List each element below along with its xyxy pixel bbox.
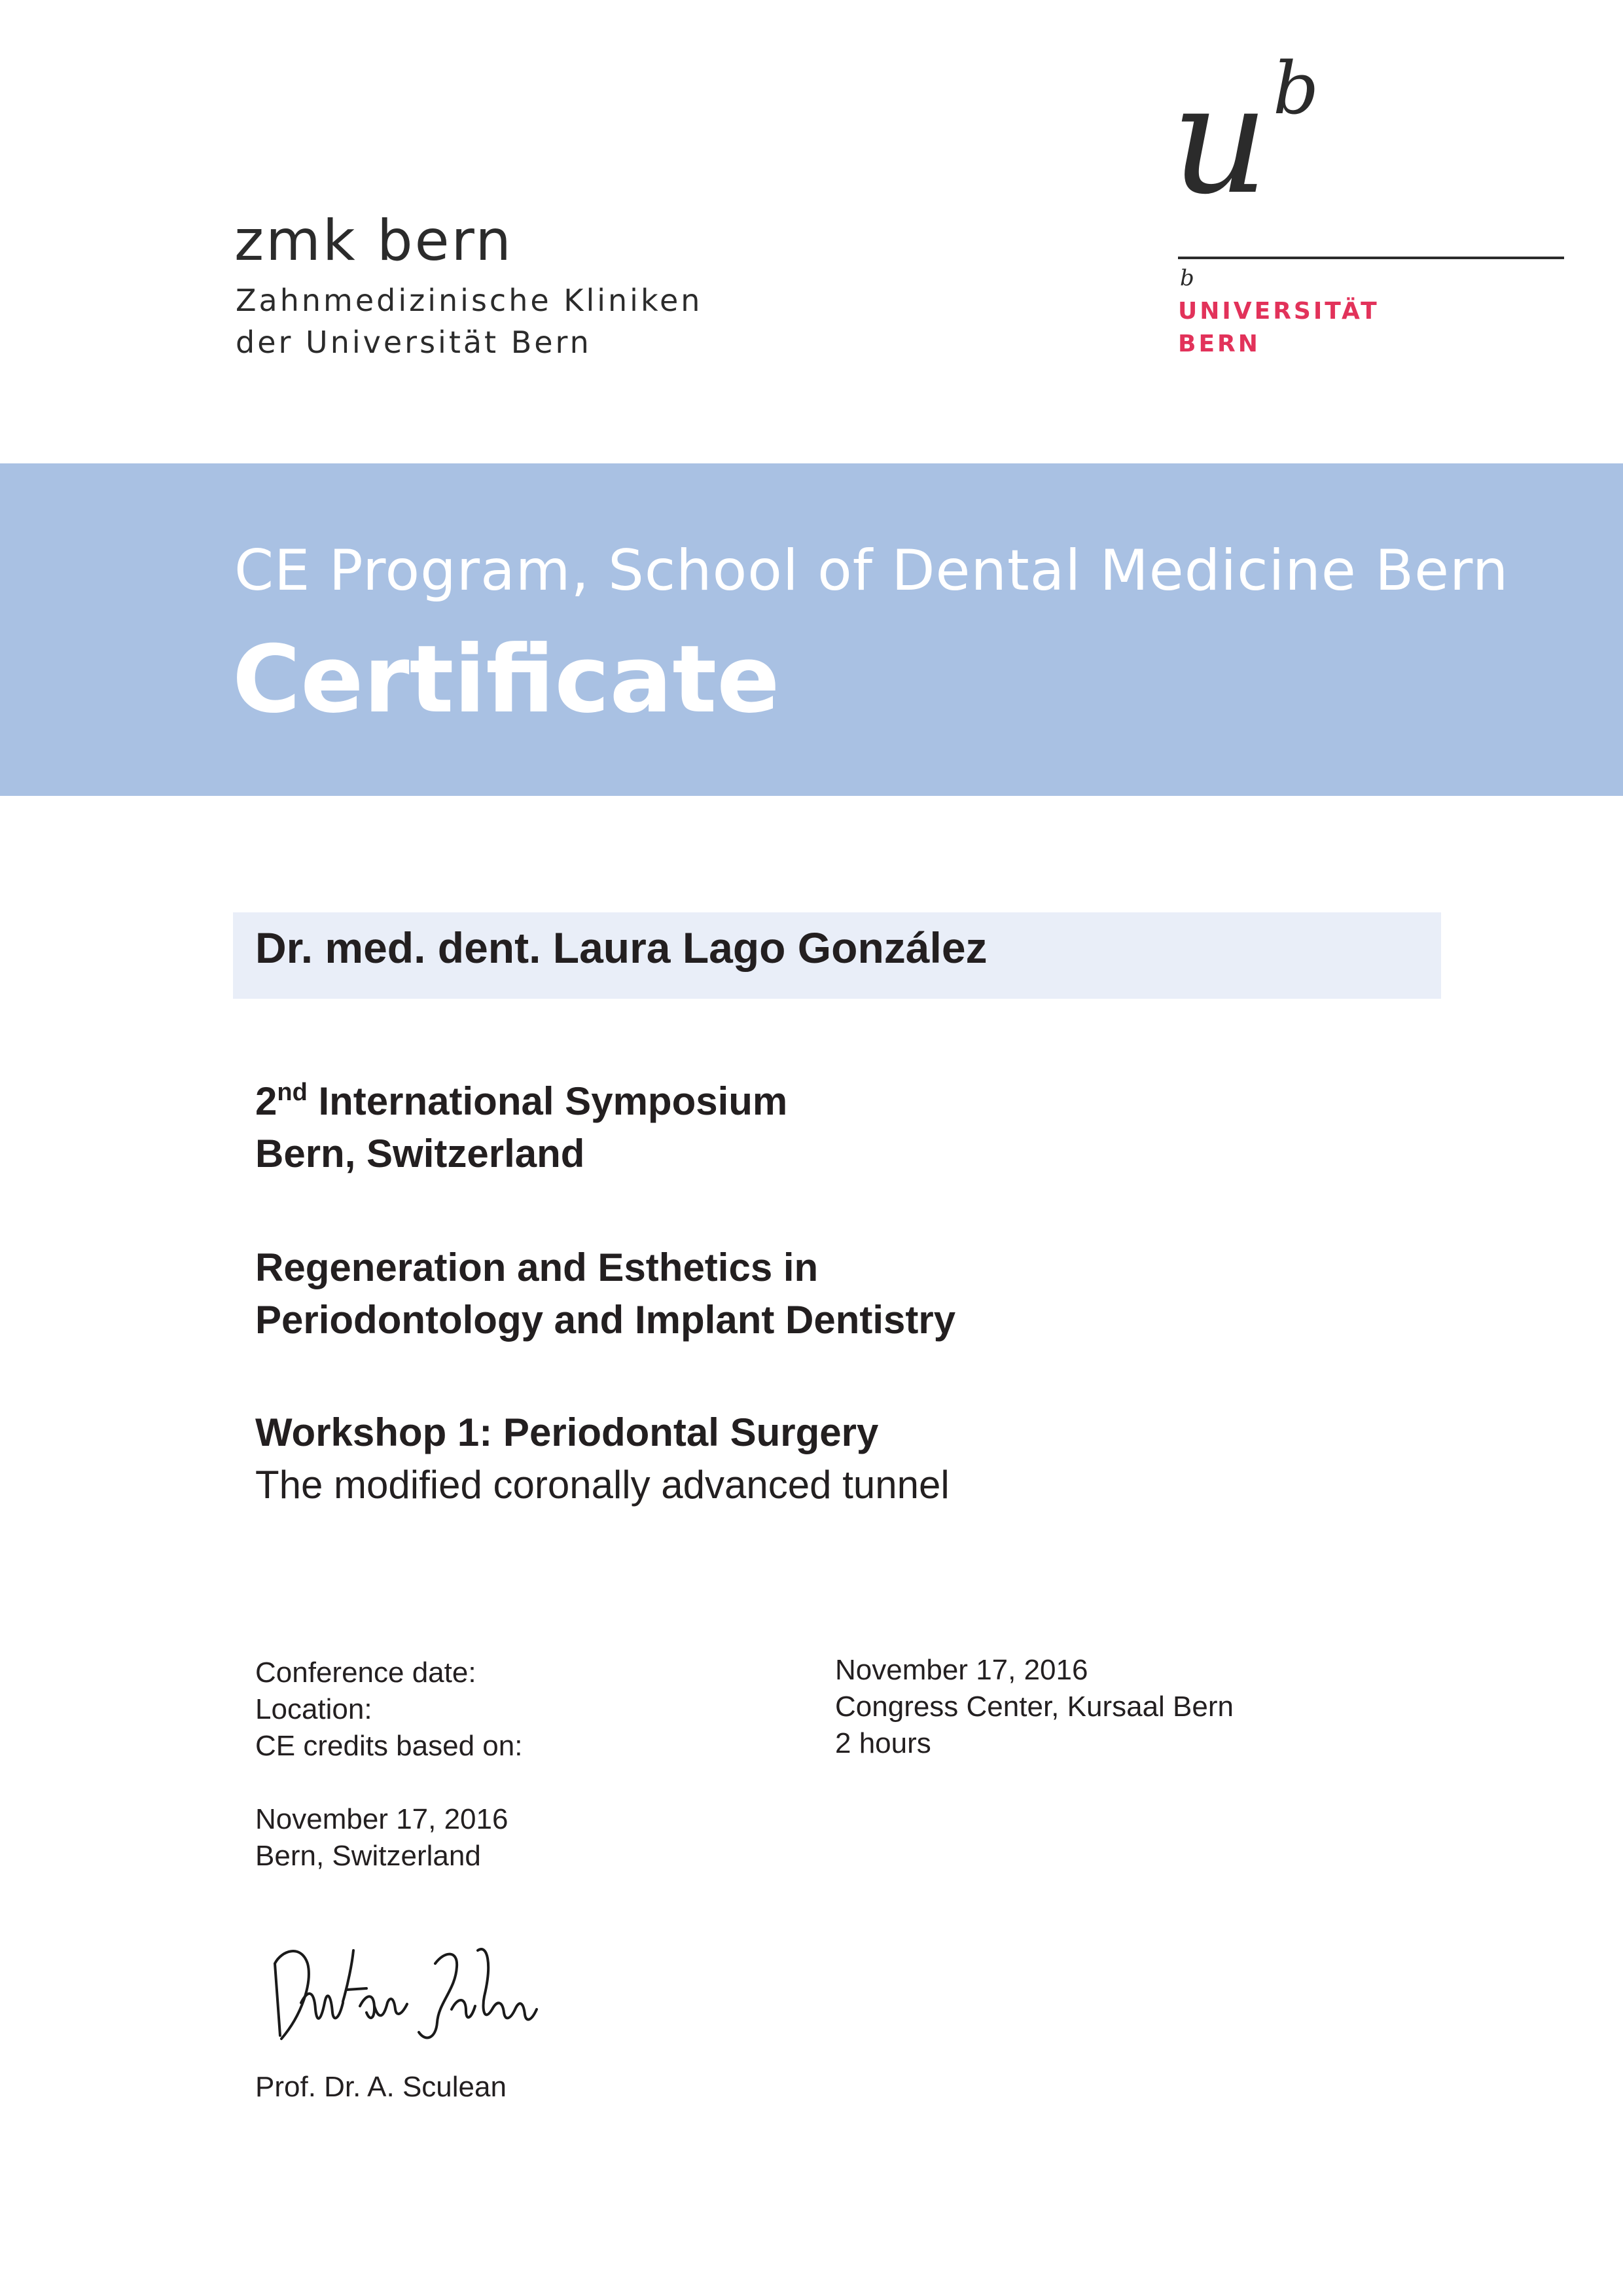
topic-line2: Periodontology and Implant Dentistry: [255, 1298, 956, 1342]
logo-word-bern: BERN: [1178, 331, 1260, 357]
details-labels: [255, 1655, 522, 1765]
issue-date: November 17, 2016: [255, 1803, 508, 1835]
org-logo-title: zmk bern: [234, 208, 513, 274]
logo-letter-b: b: [1273, 46, 1319, 130]
workshop-subtitle: The modified coronally advanced tunnel: [255, 1463, 950, 1507]
issue-block: [255, 1801, 508, 1874]
value-conference-date: November 17, 2016: [835, 1654, 1088, 1686]
banner-subtitle: CE Program, School of Dental Medicine Bern: [234, 538, 1509, 603]
logo-letter-u: u: [1171, 53, 1269, 228]
logo-small-b: b: [1180, 265, 1194, 291]
org-subtitle-line1: Zahnmedizinische Kliniken: [236, 283, 703, 318]
logo-word-universitat: UNIVERSITÄT: [1178, 298, 1380, 325]
label-ce-credits: CE credits based on:: [255, 1730, 523, 1762]
label-location: Location:: [255, 1693, 372, 1725]
topic-line1: Regeneration and Esthetics in: [255, 1246, 819, 1289]
ordinal-suffix: nd: [277, 1079, 308, 1106]
workshop-title: Workshop 1: Periodontal Surgery: [255, 1410, 879, 1454]
symposium-line: [255, 1079, 787, 1124]
certificate-title: Certificate: [232, 626, 780, 734]
label-conference-date: Conference date:: [255, 1657, 476, 1689]
ordinal-number: 2: [255, 1079, 277, 1123]
symposium-place: Bern, Switzerland: [255, 1132, 585, 1175]
issue-place: Bern, Switzerland: [255, 1840, 481, 1872]
details-values: [835, 1652, 1234, 1762]
symposium-name: International Symposium: [318, 1079, 788, 1123]
org-subtitle-line2: der Universität Bern: [236, 325, 592, 360]
value-location: Congress Center, Kursaal Bern: [835, 1691, 1234, 1723]
recipient-name: Dr. med. dent. Laura Lago González: [255, 924, 988, 972]
handwritten-signature: [262, 1924, 576, 2055]
value-ce-credits: 2 hours: [835, 1727, 931, 1759]
logo-rule: [1178, 257, 1564, 259]
signer-name: Prof. Dr. A. Sculean: [255, 2071, 507, 2103]
